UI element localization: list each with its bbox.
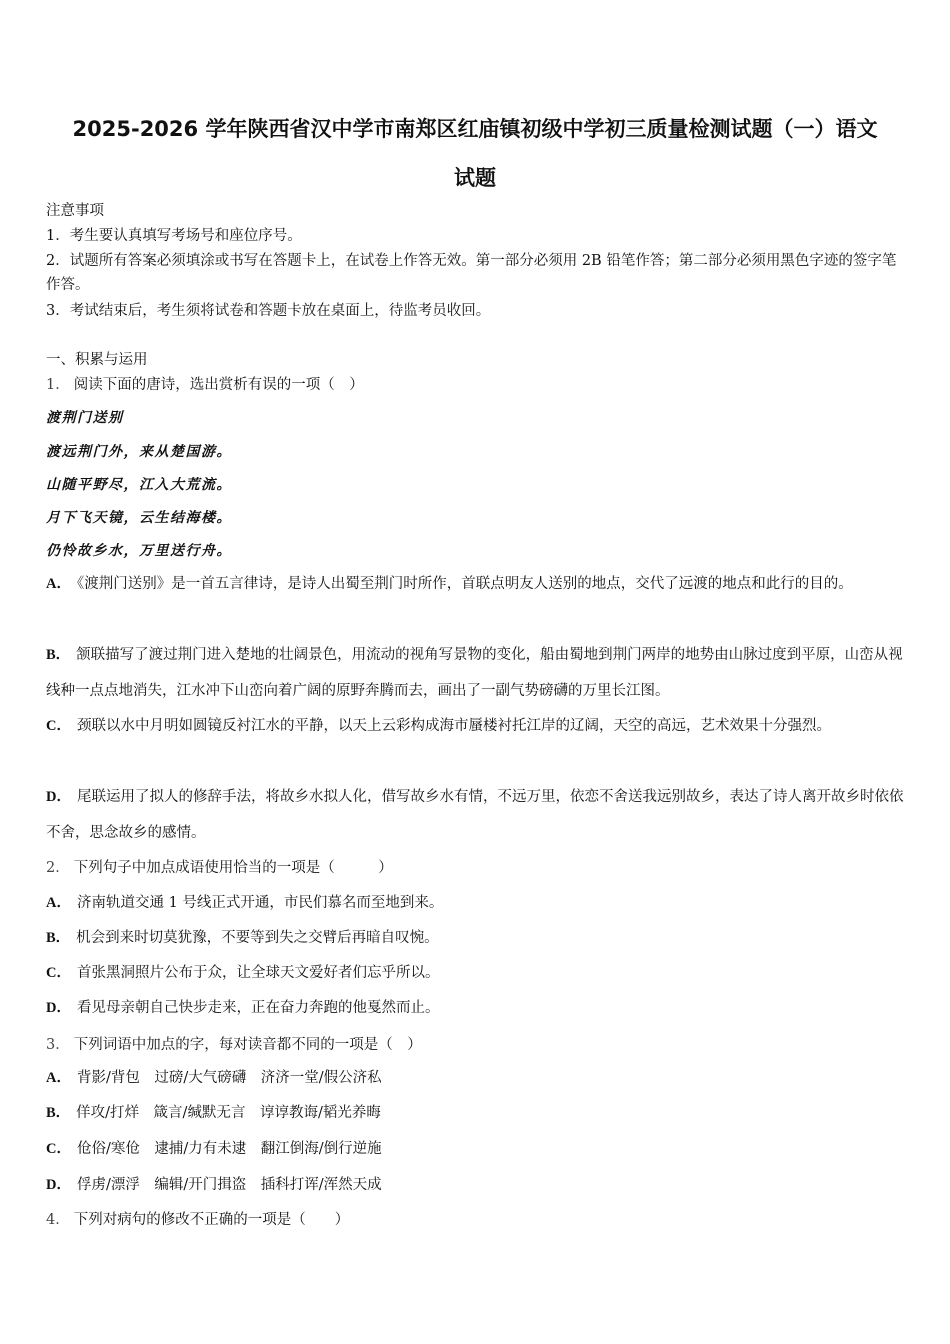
notice-item-2: 2．试题所有答案必须填涂或书写在答题卡上，在试卷上作答无效。第一部分必须用 2B 铅笔作答；第二部分必须用黑色字迹的签字笔作答。	[46, 253, 897, 293]
question-1-option-a: A． 《渡荆门送别》是一首五言律诗，是诗人出蜀至荆门时所作，首联点明友人送别的地点，交代了远渡的地点和此行的目的。	[46, 576, 853, 592]
poem-line-3: 月下飞天镜，云生结海楼。	[46, 510, 232, 526]
question-2-option-b: B． 机会到来时切莫犹豫，不要等到失之交臂后再暗自叹惋。	[46, 930, 439, 946]
notice-heading: 注意事项	[46, 203, 104, 219]
poem-line-1: 渡远荆门外，来从楚国游。	[46, 444, 232, 460]
question-4-stem	[46, 1210, 349, 1230]
question-2-option-c: C． 首张黑洞照片公布于众，让全球天文爱好者们忘乎所以。	[46, 965, 440, 981]
question-3-option-c: C． 伧俗/寒伧 逮捕/力有未逮 翻江倒海/倒行逆施	[46, 1141, 382, 1157]
poem-line-2: 山随平野尽，江入大荒流。	[46, 477, 232, 493]
question-1-option-c: C． 颈联以水中月明如圆镜反衬江水的平静，以天上云彩构成海市蜃楼衬托江岸的辽阔，天空的高远，艺术效果十分强烈。	[46, 718, 831, 734]
exam-title-line-2: 试题	[454, 166, 496, 190]
question-2-option-d: D． 看见母亲朝自己快步走来，正在奋力奔跑的他戛然而止。	[46, 1000, 440, 1016]
question-1-number: 1．	[46, 377, 70, 393]
question-1-option-b: B． 颔联描写了渡过荆门进入楚地的壮阔景色，用流动的视角写景物的变化，船由蜀地到荆门两岸的地势由山脉过度到平原，山峦从视线种一点点地消失，江水冲下山峦向着广阔的原野奔腾而去，画出了一副气势磅礴的万里长江图。	[46, 647, 903, 699]
notice-item-1: 1．考生要认真填写考场号和座位序号。	[46, 228, 302, 244]
poem-line-4: 仍怜故乡水，万里送行舟。	[46, 543, 232, 559]
question-1-stem	[46, 375, 364, 395]
exam-title-line-1: 2025-2026 学年陕西省汉中学市南郑区红庙镇初级中学初三质量检测试题（一）语文	[72, 117, 878, 141]
question-1-option-d: D． 尾联运用了拟人的修辞手法，将故乡水拟人化，借写故乡水有情，不远万里，依恋不舍送我远别故乡，表达了诗人离开故乡时依依不舍，思念故乡的感情。	[46, 789, 904, 841]
question-3-text: 下列词语中加点的字，每对读音都不同的一项是（ ）	[73, 1037, 422, 1053]
question-3-number: 3．	[46, 1037, 70, 1053]
question-3-option-d: D． 俘虏/漂浮 编辑/开门揖盗 插科打诨/浑然天成	[46, 1177, 382, 1193]
question-2-text: 下列句子中加点成语使用恰当的一项是（ ）	[73, 860, 393, 876]
section-heading: 一、积累与运用	[46, 352, 148, 368]
question-3-option-a: A． 背影/背包 过磅/大气磅礴 济济一堂/假公济私	[46, 1070, 382, 1086]
question-1-text: 阅读下面的唐诗，选出赏析有误的一项（ ）	[73, 377, 364, 393]
question-2-option-a: A． 济南轨道交通 1 号线正式开通，市民们慕名而至地到来。	[46, 895, 444, 911]
question-4-number: 4．	[46, 1212, 70, 1228]
question-3-stem	[46, 1035, 422, 1055]
question-3-option-b: B． 佯攻/打烊 箴言/缄默无言 谆谆教诲/韬光养晦	[46, 1105, 381, 1121]
question-2-number: 2．	[46, 860, 70, 876]
poem-title: 渡荆门送别	[46, 410, 124, 426]
question-4-text: 下列对病句的修改不正确的一项是（ ）	[73, 1212, 350, 1228]
question-2-stem	[46, 858, 393, 878]
notice-item-3: 3．考试结束后，考生须将试卷和答题卡放在桌面上，待监考员收回。	[46, 303, 491, 319]
